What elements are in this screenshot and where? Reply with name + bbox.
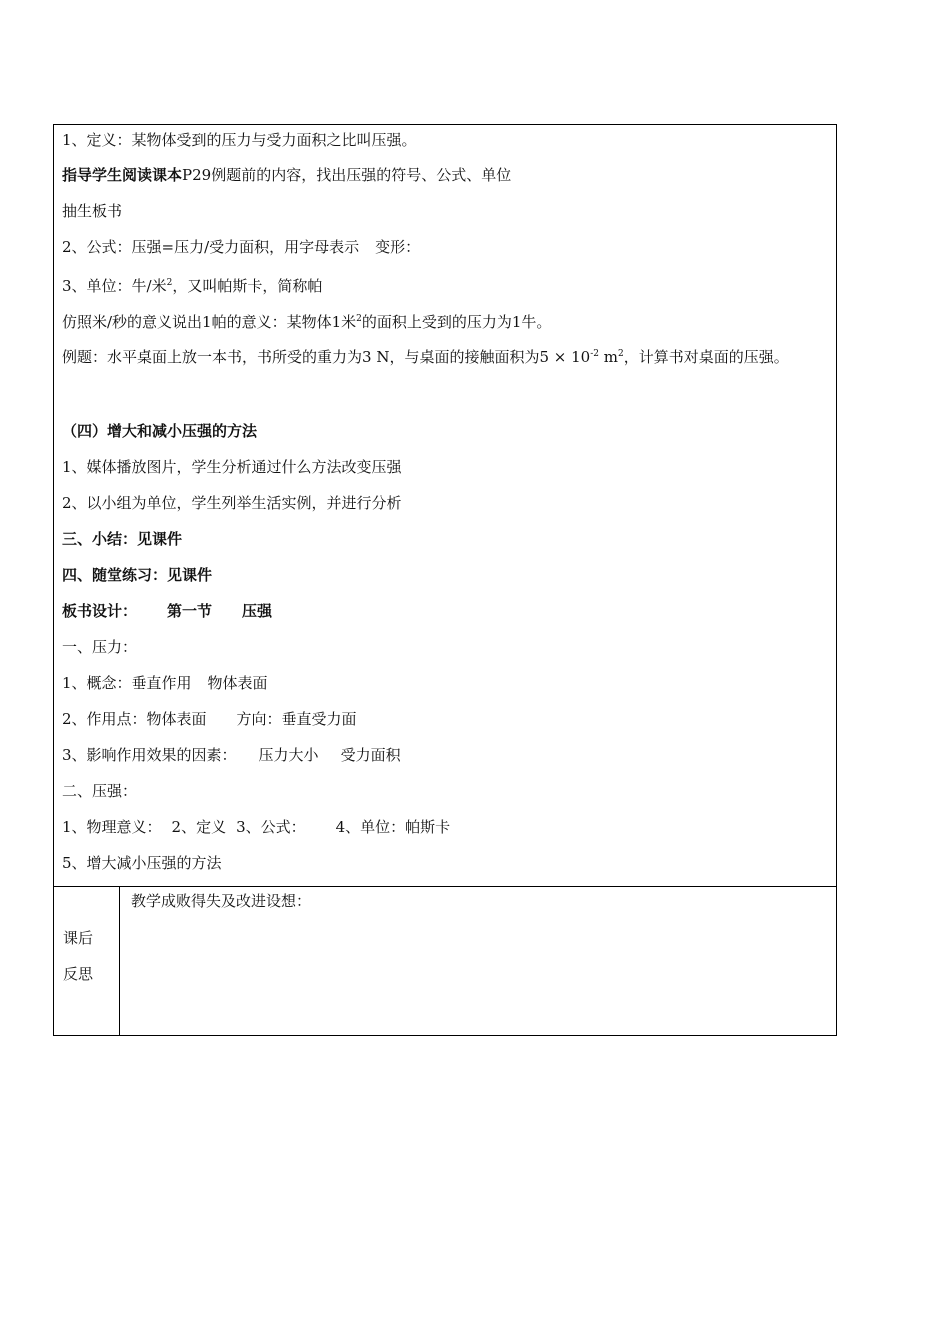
reflection-label-line-1: 课后	[63, 929, 94, 947]
board-design-section: 第一节	[167, 602, 213, 620]
example-paragraph	[62, 337, 827, 374]
stress-unit-text: 4、单位：帕斯卡	[335, 818, 451, 836]
section-four-item-2: 2、以小组为单位，学生列举生活实例，并进行分析	[62, 494, 402, 512]
unit-superscript: 2	[166, 278, 173, 288]
example-text: 例题：水平桌面上放一本书，书所受的重力为3 N，与桌面的接触面积为5 × 10	[62, 348, 591, 366]
factor-pressure-text: 压力大小	[258, 746, 319, 764]
stress-definition-text: 2、定义	[171, 818, 227, 836]
meaning-line	[62, 310, 551, 331]
practice-line: 四、随堂练习：见课件	[62, 566, 213, 584]
reflection-title: 教学成败得失及改进设想：	[131, 892, 312, 910]
stress-items-line	[62, 818, 450, 836]
unit-line	[62, 274, 322, 295]
formula-line	[62, 238, 420, 256]
stress-heading: 二、压强：	[62, 782, 138, 800]
meaning-superscript: 2	[356, 314, 362, 324]
point-line	[62, 710, 357, 728]
guide-line	[62, 166, 511, 184]
concept-text: 1、概念：垂直作用	[62, 674, 192, 692]
concept-rest-text: 物体表面	[207, 674, 268, 692]
meaning-rest-text: 的面积上受到的压力为1牛。	[361, 313, 552, 331]
concept-line	[62, 674, 268, 692]
stress-meaning-text: 1、物理意义：	[62, 818, 162, 836]
example-unit: m	[598, 348, 618, 366]
factors-line	[62, 746, 401, 764]
unit-text: 3、单位：牛/米	[62, 277, 167, 295]
lesson-content-cell	[54, 125, 836, 887]
section-four-title: （四）增大和减小压强的方法	[62, 422, 258, 440]
board-design-label: 板书设计：	[62, 602, 138, 620]
direction-text: 方向：垂直受力面	[236, 710, 357, 728]
formula-text: 2、公式：压强=压力/受力面积，用字母表示	[62, 238, 360, 256]
lesson-plan-table	[53, 124, 837, 1036]
example-rest-text: ，计算书对桌面的压强。	[623, 348, 789, 366]
stress-formula-text: 3、公式：	[236, 818, 306, 836]
pressure-heading: 一、压力：	[62, 638, 138, 656]
reflection-label-line-2: 反思	[63, 965, 94, 983]
guide-bold-text: 指导学生阅读课本	[62, 166, 183, 184]
board-write-line: 抽生板书	[62, 202, 123, 220]
board-design-line	[62, 602, 272, 620]
example-unit-superscript: 2	[617, 349, 624, 359]
stress-methods-line: 5、增大减小压强的方法	[62, 854, 222, 872]
summary-line: 三、小结：见课件	[62, 530, 183, 548]
point-text: 2、作用点：物体表面	[62, 710, 207, 728]
reflection-content-cell	[120, 887, 836, 1035]
section-four-item-1: 1、媒体播放图片，学生分析通过什么方法改变压强	[62, 458, 402, 476]
example-exponent: -2	[590, 349, 599, 359]
board-design-topic: 压强	[242, 602, 273, 620]
reflection-label-cell	[54, 887, 120, 1035]
formula-variant-text: 变形：	[375, 238, 421, 256]
guide-rest-text: P29例题前的内容，找出压强的符号、公式、单位	[182, 166, 512, 184]
factors-text: 3、影响作用效果的因素：	[62, 746, 237, 764]
meaning-text: 仿照米/秒的意义说出1帕的意义：某物体1米	[62, 313, 357, 331]
definition-line: 1、定义：某物体受到的压力与受力面积之比叫压强。	[62, 131, 417, 149]
unit-rest-text: ，又叫帕斯卡，简称帕	[172, 277, 323, 295]
factor-area-text: 受力面积	[340, 746, 401, 764]
